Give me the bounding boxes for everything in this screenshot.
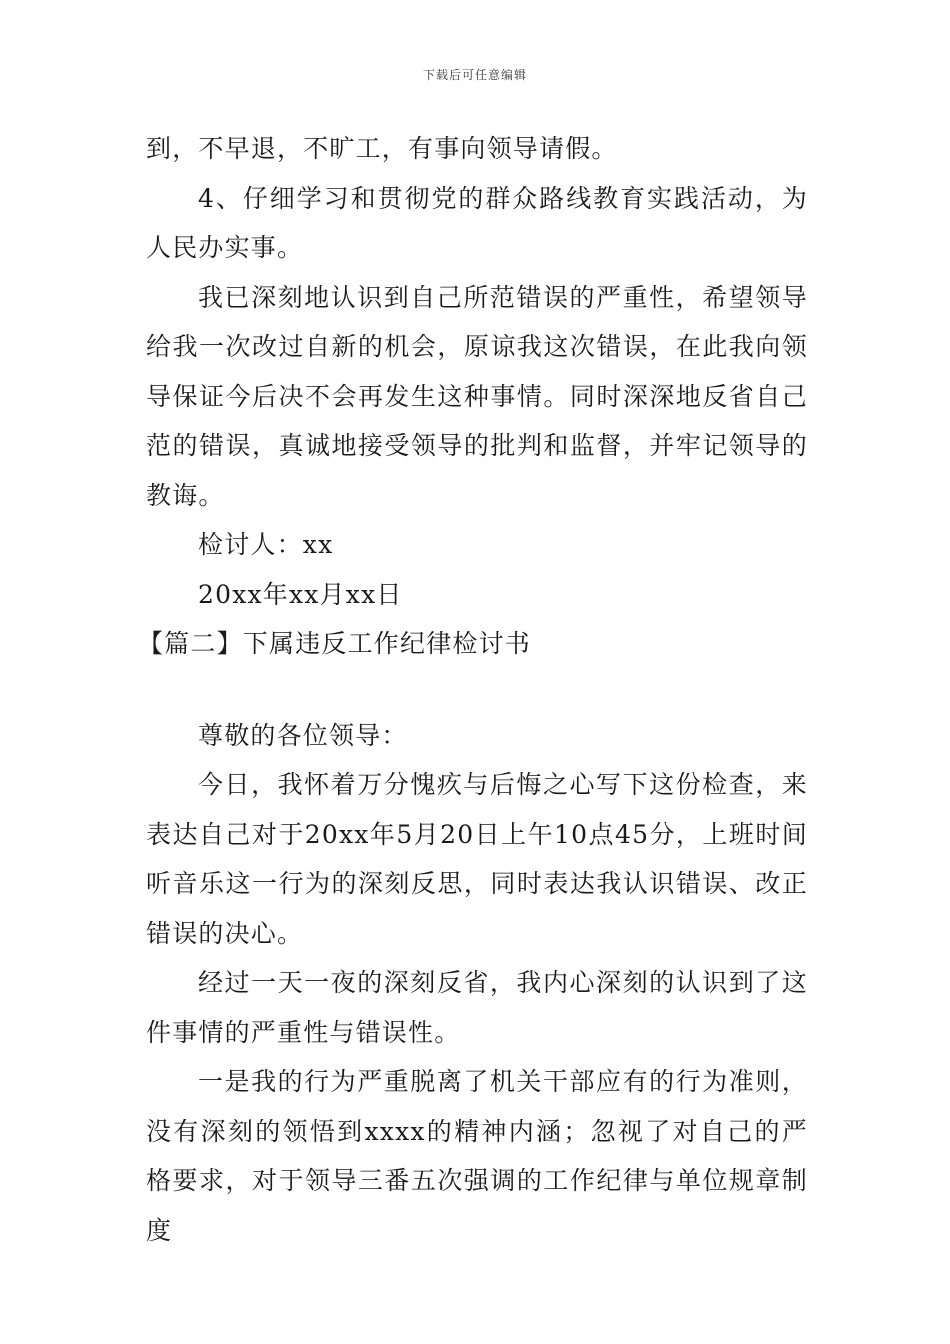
paragraph-intro: 今日，我怀着万分愧疚与后悔之心写下这份检查，来表达自己对于20xx年5月20日上午10点45分，上班时间听音乐这一行为的深刻反思，同时表达我认识错误、改正错误的决心。 (146, 770, 808, 948)
paragraph-reflection: 经过一天一夜的深刻反省，我内心深刻的认识到了这件事情的严重性与错误性。 (146, 968, 808, 1047)
paragraph-continuation: 到，不早退，不旷工，有事向领导请假。 (146, 134, 618, 163)
paragraph-point-one: 一是我的行为严重脱离了机关干部应有的行为准则，没有深刻的领悟到xxxx的精神内涵；忽视了对自己的严格要求，对于领导三番五次强调的工作纪律与单位规章制度 (146, 1067, 808, 1245)
paragraph-item-4: 4、仔细学习和贯彻党的群众路线教育实践活动，为人民办实事。 (146, 183, 808, 262)
paragraph-apology: 我已深刻地认识到自己所范错误的严重性，希望领导给我一次改过自新的机会，原谅我这次错误，在此我向领导保证今后决不会再发生这种事情。同时深深地反省自己范的错误，真诚地接受领导的批判和监督，并牢记领导的教诲。 (146, 282, 808, 510)
salutation: 尊敬的各位领导： (198, 720, 408, 750)
signature-date: 20xx年xx月xx日 (198, 579, 403, 609)
signature-name: 检讨人：xx (198, 530, 334, 559)
page-header-note: 下载后可任意编辑 (422, 68, 527, 82)
document-body (138, 124, 808, 1255)
section-title: 【篇二】下属违反工作纪律检讨书 (138, 629, 532, 658)
